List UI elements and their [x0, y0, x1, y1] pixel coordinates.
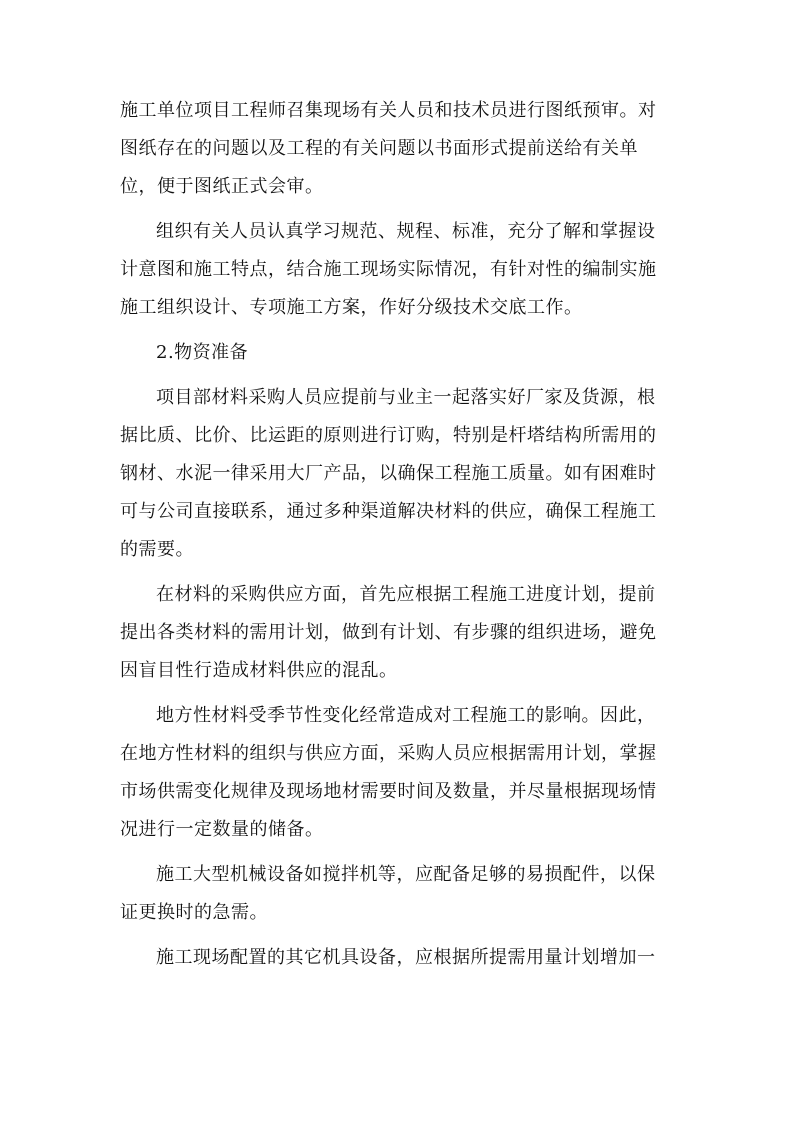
paragraph-other-equipment: 施工现场配置的其它机具设备，应根据所提需用量计划增加一	[156, 947, 656, 968]
paragraph-drawing-review: 施工单位项目工程师召集现场有关人员和技术员进行图纸预审。对图纸存在的问题以及工程的有关问题以书面形式提前送给有关单位，便于图纸正式会审。	[120, 100, 657, 197]
paragraph-machinery-spares: 施工大型机械设备如搅拌机等，应配备足够的易损配件，以保证更换时的急需。	[120, 864, 656, 923]
paragraph-technical-study: 组织有关人员认真学习规范、规程、标准，充分了解和掌握设计意图和施工特点，结合施工现场实际情况，有针对性的编制实施施工组织设计、专项施工方案，作好分级技术交底工作。	[120, 221, 657, 318]
paragraph-supply-planning: 在材料的采购供应方面，首先应根据工程施工进度计划，提前提出各类材料的需用计划，做到有计划、有步骤的组织进场，避免因盲目性行造成材料供应的混乱。	[120, 584, 657, 681]
section-heading-material-preparation: 2.物资准备	[156, 342, 249, 363]
paragraph-local-materials: 地方性材料受季节性变化经常造成对工程施工的影响。因此，在地方性材料的组织与供应方面，采购人员应根据需用计划，掌握市场供需变化规律及现场地材需要时间及数量，并尽量根据现场情况进行一定数量的储备。	[120, 705, 657, 840]
paragraph-material-procurement: 项目部材料采购人员应提前与业主一起落实好厂家及货源，根据比质、比价、比运距的原则进行订购，特别是杆塔结构所需用的钢材、水泥一律采用大厂产品，以确保工程施工质量。如有困难时可与公司直接联系，通过多种渠道解决材料的供应，确保工程施工的需要。	[120, 387, 657, 560]
document-body	[120, 92, 665, 977]
